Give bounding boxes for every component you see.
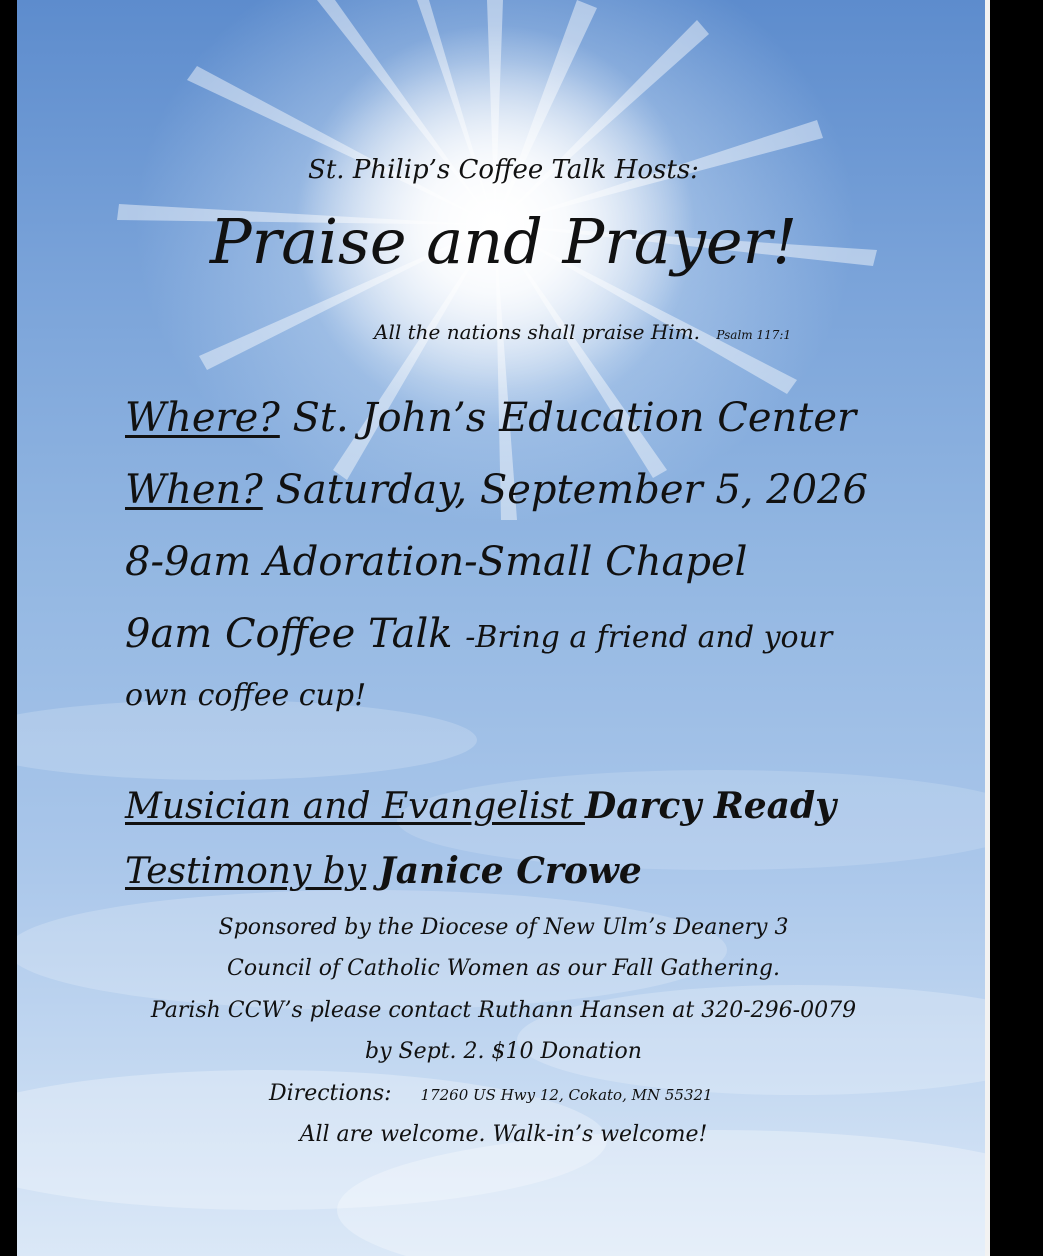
directions-address: 17260 US Hwy 12, Cokato, MN 55321: [420, 1086, 713, 1104]
coffee-talk-note: -Bring a friend and your: [465, 620, 833, 655]
sponsor-line-1: Sponsored by the Diocese of New Ulm’s Deanery 3: [218, 915, 789, 940]
adoration-line: 8-9am Adoration-Small Chapel: [125, 539, 748, 585]
sponsor-line-2: Council of Catholic Women as our Fall Gathering.: [227, 956, 780, 981]
directions-label: Directions:: [269, 1081, 392, 1106]
verse-text: All the nations shall praise Him.: [374, 320, 701, 344]
when-value: Saturday, September 5, 2026: [262, 467, 868, 513]
when-label: When?: [125, 467, 263, 513]
coffee-talk-line: [125, 611, 832, 657]
hosts-line: St. Philip’s Coffee Talk Hosts:: [308, 155, 699, 185]
contact-line: Parish CCW’s please contact Ruthann Hansen at 320-296-0079: [150, 998, 857, 1023]
when-line: [125, 467, 868, 513]
directions-line: [269, 1081, 713, 1106]
sunburst-graphic: [17, 0, 990, 700]
where-line: [125, 395, 856, 441]
flyer-poster: [17, 0, 990, 1256]
welcome-line: All are welcome. Walk-in’s welcome!: [299, 1122, 708, 1147]
verse-line: [374, 320, 791, 344]
coffee-talk-time: 9am Coffee Talk: [125, 611, 466, 657]
flyer-title: Praise and Prayer!: [209, 205, 798, 278]
where-value: St. John’s Education Center: [279, 395, 857, 441]
coffee-talk-note-continued: own coffee cup!: [125, 678, 367, 713]
musician-label: Musician and Evangelist: [125, 786, 585, 827]
deadline-line: by Sept. 2. $10 Donation: [365, 1039, 642, 1064]
verse-reference: Psalm 117:1: [716, 328, 792, 342]
testimony-line: [125, 850, 642, 892]
musician-name: Darcy Ready: [584, 785, 837, 827]
where-label: Where?: [125, 395, 280, 441]
testimony-label: Testimony by: [125, 851, 367, 892]
testimony-name: Janice Crowe: [366, 850, 642, 892]
musician-line: [125, 785, 836, 827]
